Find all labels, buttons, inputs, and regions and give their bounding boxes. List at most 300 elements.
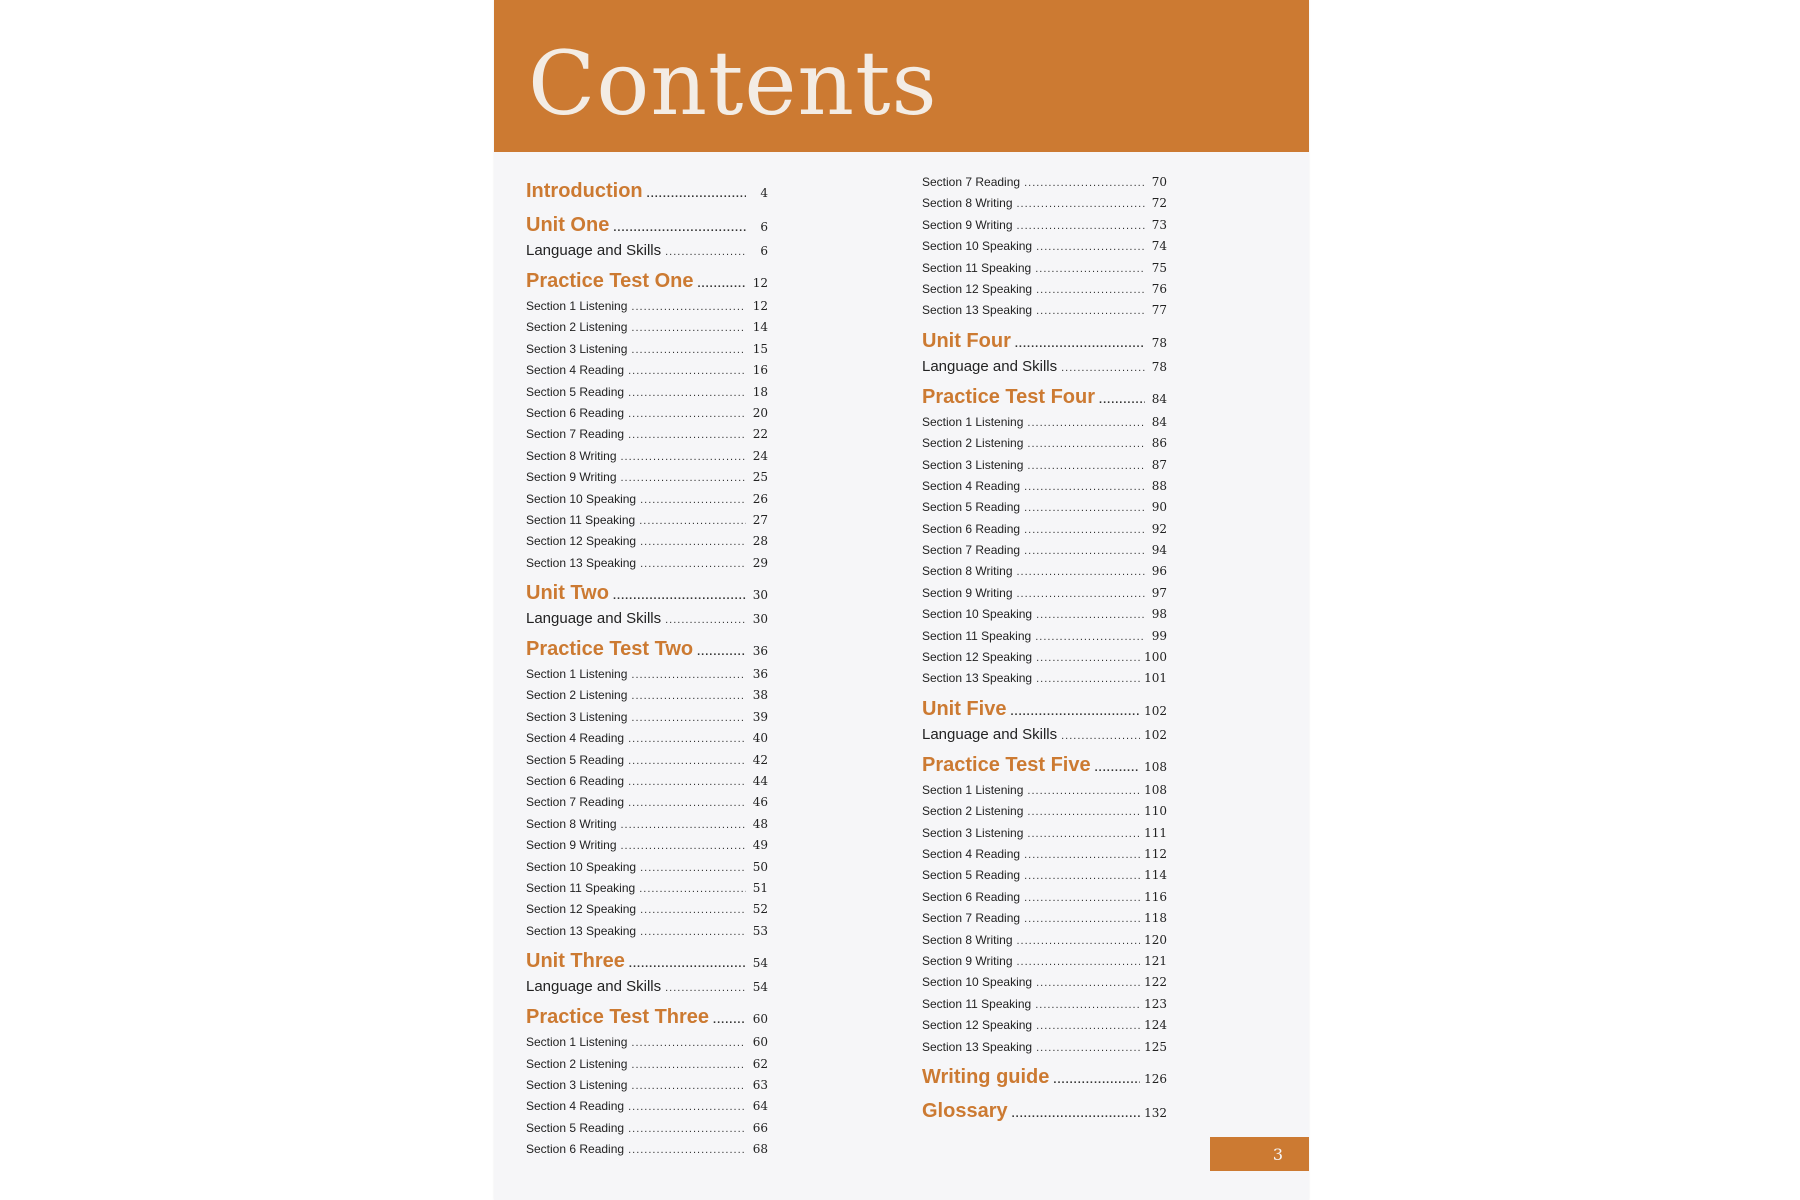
dot-leader <box>1099 385 1145 415</box>
toc-entry-page: 49 <box>752 838 768 853</box>
toc-entry-label: Section 9 Writing <box>526 838 617 853</box>
dot-leader <box>1061 357 1145 379</box>
toc-entry-label: Section 9 Writing <box>922 585 1013 600</box>
toc-entry-section-3-listening <box>922 455 1167 476</box>
dot-leader <box>1053 1065 1140 1095</box>
toc-entry-label: Unit Two <box>526 582 609 605</box>
toc-entry-page: 18 <box>752 384 768 399</box>
toc-entry-section-3-listening <box>526 339 768 360</box>
toc-entry-label: Section 7 Reading <box>922 543 1021 558</box>
toc-entry-section-5-reading <box>922 865 1167 886</box>
toc-entry-section-4-reading <box>922 844 1167 865</box>
toc-entry-introduction <box>526 176 768 206</box>
toc-entry-page: 62 <box>752 1056 768 1071</box>
toc-entry-section-11-speaking <box>922 994 1167 1015</box>
toc-entry-unit-five <box>922 694 1167 724</box>
toc-left-column <box>526 172 768 1161</box>
dot-leader <box>628 751 746 772</box>
toc-entry-label: Practice Test Three <box>526 1006 710 1029</box>
toc-entry-page: 30 <box>752 588 768 603</box>
toc-entry-unit-one <box>526 210 768 240</box>
toc-entry-page: 42 <box>752 752 768 767</box>
dot-leader <box>631 1055 746 1076</box>
toc-entry-label: Section 11 Speaking <box>922 996 1032 1011</box>
toc-entry-page: 100 <box>1144 650 1167 665</box>
toc-entry-section-1-listening <box>922 780 1167 801</box>
toc-entry-label: Section 3 Listening <box>526 341 628 356</box>
toc-entry-section-10-speaking <box>922 972 1167 993</box>
toc-entry-page: 87 <box>1151 457 1167 472</box>
toc-entry-writing-guide <box>922 1062 1167 1092</box>
toc-entry-section-8-writing <box>526 446 768 467</box>
toc-entry-page: 90 <box>1151 500 1167 515</box>
toc-entry-section-4-reading <box>526 728 768 749</box>
toc-entry-page: 70 <box>1151 175 1167 189</box>
toc-entry-label: Section 9 Writing <box>922 953 1013 968</box>
toc-entry-page: 75 <box>1151 260 1167 275</box>
toc-entry-page: 27 <box>752 512 768 527</box>
dot-leader <box>628 1119 746 1140</box>
toc-entry-page: 110 <box>1144 804 1167 819</box>
toc-entry-page: 108 <box>1144 759 1167 774</box>
toc-entry-section-7-reading <box>922 540 1167 561</box>
dot-leader <box>1036 1038 1140 1059</box>
toc-entry-label: Section 13 Speaking <box>526 923 637 938</box>
dot-leader <box>1036 648 1140 669</box>
dot-leader <box>1061 725 1140 747</box>
toc-entry-label: Section 6 Reading <box>526 405 625 420</box>
toc-entry-section-9-writing <box>526 467 768 488</box>
toc-entry-label: Section 8 Writing <box>922 196 1013 211</box>
toc-entry-section-7-reading <box>526 792 768 813</box>
dot-leader <box>640 490 746 511</box>
toc-entry-label: Section 4 Reading <box>526 731 625 746</box>
toc-entry-section-2-listening <box>526 1054 768 1075</box>
toc-entry-label: Section 11 Speaking <box>526 880 636 895</box>
toc-entry-page: 78 <box>1151 335 1167 350</box>
toc-entry-language-and-skills <box>526 608 768 630</box>
toc-entry-label: Section 13 Speaking <box>922 303 1033 318</box>
toc-entry-label: Section 4 Reading <box>922 478 1021 493</box>
toc-entry-page: 96 <box>1151 564 1167 579</box>
toc-entry-page: 63 <box>752 1077 768 1092</box>
toc-entry-page: 36 <box>752 667 768 682</box>
dot-leader <box>1024 845 1140 866</box>
toc-entry-section-8-writing <box>922 930 1167 951</box>
toc-entry-page: 12 <box>752 299 768 313</box>
toc-entry-section-5-reading <box>922 497 1167 518</box>
toc-entry-page: 121 <box>1144 953 1167 968</box>
toc-entry-label: Section 8 Writing <box>922 564 1013 579</box>
dot-leader <box>1024 498 1145 519</box>
toc-entry-page: 60 <box>752 1035 768 1050</box>
toc-entry-page: 84 <box>1151 391 1167 406</box>
toc-entry-practice-test-five <box>922 750 1167 780</box>
dot-leader <box>1027 824 1140 845</box>
dot-leader <box>713 1005 746 1035</box>
toc-entry-section-5-reading <box>526 750 768 771</box>
toc-entry-language-and-skills <box>526 240 768 262</box>
toc-entry-page: 4 <box>760 186 768 200</box>
toc-entry-page: 111 <box>1144 825 1167 840</box>
toc-entry-page: 120 <box>1144 932 1167 947</box>
toc-entry-page: 52 <box>752 902 768 917</box>
toc-entry-label: Practice Test Four <box>922 385 1096 408</box>
toc-entry-label: Section 1 Listening <box>526 299 628 313</box>
dot-leader <box>1024 866 1140 887</box>
toc-entry-label: Section 6 Reading <box>922 889 1021 904</box>
dot-leader <box>1036 669 1140 690</box>
dot-leader <box>1036 237 1145 258</box>
toc-entry-label: Practice Test One <box>526 270 694 292</box>
toc-entry-section-9-writing <box>922 583 1167 604</box>
toc-entry-label: Introduction <box>526 180 643 202</box>
dot-leader <box>665 241 746 263</box>
toc-entry-label: Section 11 Speaking <box>922 628 1032 643</box>
dot-leader <box>1024 520 1145 541</box>
toc-entry-label: Section 13 Speaking <box>922 1039 1033 1054</box>
dot-leader <box>621 468 747 489</box>
toc-entry-page: 112 <box>1144 846 1167 861</box>
toc-entry-section-10-speaking <box>526 489 768 510</box>
toc-entry-label: Section 13 Speaking <box>526 555 637 570</box>
toc-entry-label: Section 10 Speaking <box>526 859 637 874</box>
toc-entry-label: Section 5 Reading <box>526 384 625 399</box>
toc-entry-page: 26 <box>752 491 768 506</box>
dot-leader <box>628 361 746 382</box>
toc-entry-section-11-speaking <box>922 258 1167 279</box>
toc-entry-page: 39 <box>752 709 768 724</box>
dot-leader <box>1012 1099 1140 1129</box>
dot-leader <box>621 836 747 857</box>
dot-leader <box>665 977 746 999</box>
toc-entry-label: Section 10 Speaking <box>922 239 1033 254</box>
toc-entry-label: Section 4 Reading <box>922 846 1021 861</box>
toc-entry-section-6-reading <box>922 519 1167 540</box>
toc-entry-page: 99 <box>1151 628 1167 643</box>
toc-entry-language-and-skills <box>526 976 768 998</box>
toc-entry-section-3-listening <box>922 823 1167 844</box>
dot-leader <box>1036 605 1145 626</box>
toc-entry-section-12-speaking <box>922 279 1167 300</box>
toc-entry-page: 66 <box>752 1120 768 1135</box>
toc-entry-section-1-listening <box>526 1032 768 1053</box>
toc-entry-label: Section 1 Listening <box>922 414 1024 429</box>
dot-leader <box>1095 753 1140 783</box>
toc-entry-label: Section 5 Reading <box>922 868 1021 883</box>
toc-entry-section-7-reading <box>922 908 1167 929</box>
toc-entry-page: 28 <box>752 534 768 549</box>
toc-entry-page: 40 <box>752 731 768 746</box>
toc-entry-label: Section 8 Writing <box>526 448 617 463</box>
toc-entry-page: 64 <box>752 1099 768 1114</box>
dot-leader <box>631 340 746 361</box>
dot-leader <box>697 269 746 299</box>
toc-entry-label: Section 2 Listening <box>526 320 628 335</box>
toc-entry-page: 12 <box>752 276 768 290</box>
toc-entry-section-12-speaking <box>922 1015 1167 1036</box>
dot-leader <box>631 686 746 707</box>
dot-leader <box>1017 194 1146 215</box>
toc-entry-page: 76 <box>1151 281 1167 296</box>
dot-leader <box>647 179 746 209</box>
dot-leader <box>1024 888 1140 909</box>
dot-leader <box>628 793 746 814</box>
toc-entry-page: 14 <box>752 320 768 335</box>
toc-entry-section-13-speaking <box>922 1037 1167 1058</box>
toc-entry-page: 125 <box>1144 1039 1167 1054</box>
toc-entry-label: Section 3 Listening <box>922 825 1024 840</box>
toc-entry-section-6-reading <box>526 771 768 792</box>
dot-leader <box>1010 697 1140 727</box>
toc-entry-page: 25 <box>752 470 768 485</box>
toc-entry-unit-four <box>922 326 1167 356</box>
toc-right-column <box>922 172 1167 1126</box>
toc-entry-label: Section 7 Reading <box>922 911 1021 926</box>
toc-entry-page: 68 <box>752 1142 768 1157</box>
toc-entry-page: 74 <box>1151 239 1167 254</box>
toc-entry-practice-test-three <box>526 1002 768 1032</box>
toc-entry-label: Section 9 Writing <box>922 217 1013 232</box>
dot-leader <box>631 665 746 686</box>
toc-entry-section-5-reading <box>526 1118 768 1139</box>
dot-leader <box>639 511 746 532</box>
toc-entry-label: Section 3 Listening <box>526 1077 628 1092</box>
toc-entry-label: Language and Skills <box>526 978 662 996</box>
toc-entry-page: 73 <box>1151 217 1167 232</box>
toc-entry-label: Unit Five <box>922 697 1007 720</box>
toc-entry-section-2-listening <box>922 801 1167 822</box>
toc-entry-page: 102 <box>1144 703 1167 718</box>
toc-entry-page: 72 <box>1151 196 1167 211</box>
toc-entry-practice-test-two <box>526 634 768 664</box>
toc-entry-label: Section 10 Speaking <box>526 491 637 506</box>
toc-entry-unit-two <box>526 578 768 608</box>
toc-entry-section-11-speaking <box>922 626 1167 647</box>
dot-leader <box>628 425 746 446</box>
toc-entry-page: 132 <box>1144 1105 1167 1120</box>
toc-entry-page: 126 <box>1144 1071 1167 1086</box>
toc-entry-page: 29 <box>752 555 768 570</box>
toc-entry-section-9-writing <box>922 215 1167 236</box>
dot-leader <box>1017 584 1146 605</box>
dot-leader <box>621 447 747 468</box>
dot-leader <box>631 1076 746 1097</box>
toc-entry-page: 108 <box>1144 782 1167 797</box>
toc-entry-page: 94 <box>1151 543 1167 558</box>
toc-entry-label: Section 11 Speaking <box>922 260 1032 275</box>
toc-entry-label: Section 12 Speaking <box>922 650 1033 665</box>
toc-entry-page: 78 <box>1151 359 1167 374</box>
toc-entry-page: 54 <box>752 956 768 971</box>
dot-leader <box>1035 259 1145 280</box>
toc-entry-section-13-speaking <box>526 553 768 574</box>
toc-entry-page: 53 <box>752 923 768 938</box>
dot-leader <box>1017 216 1146 237</box>
toc-entry-label: Section 9 Writing <box>526 470 617 485</box>
toc-entry-section-4-reading <box>526 360 768 381</box>
toc-entry-label: Language and Skills <box>526 610 662 628</box>
toc-entry-page: 88 <box>1151 478 1167 493</box>
toc-entry-label: Section 2 Listening <box>526 688 628 703</box>
toc-entry-page: 86 <box>1151 436 1167 451</box>
toc-entry-section-11-speaking <box>526 510 768 531</box>
toc-entry-practice-test-one <box>526 266 768 296</box>
toc-entry-section-6-reading <box>922 887 1167 908</box>
toc-entry-label: Section 12 Speaking <box>526 902 637 917</box>
toc-entry-section-6-reading <box>526 1139 768 1160</box>
toc-entry-section-8-writing <box>526 814 768 835</box>
toc-entry-section-12-speaking <box>526 899 768 920</box>
toc-entry-page: 50 <box>752 859 768 874</box>
toc-entry-page: 30 <box>752 612 768 627</box>
dot-leader <box>1015 329 1145 359</box>
toc-entry-label: Section 1 Listening <box>922 782 1024 797</box>
toc-entry-label: Section 8 Writing <box>922 932 1013 947</box>
toc-entry-page: 16 <box>752 363 768 378</box>
dot-leader <box>628 729 746 750</box>
dot-leader <box>1017 562 1146 583</box>
dot-leader <box>1036 280 1145 301</box>
toc-entry-section-1-listening <box>526 664 768 685</box>
toc-entry-page: 114 <box>1144 868 1167 883</box>
toc-entry-page: 77 <box>1151 303 1167 318</box>
toc-entry-section-10-speaking <box>526 857 768 878</box>
dot-leader <box>628 772 746 793</box>
dot-leader <box>613 581 746 611</box>
toc-entry-section-9-writing <box>922 951 1167 972</box>
toc-entry-section-8-writing <box>922 561 1167 582</box>
dot-leader <box>628 383 746 404</box>
toc-entry-language-and-skills <box>922 724 1167 746</box>
toc-entry-label: Language and Skills <box>922 725 1058 743</box>
dot-leader <box>1024 477 1145 498</box>
toc-entry-page: 22 <box>752 427 768 442</box>
toc-entry-label: Section 2 Listening <box>922 804 1024 819</box>
dot-leader <box>1024 541 1145 562</box>
dot-leader <box>640 900 746 921</box>
toc-entry-page: 123 <box>1144 996 1167 1011</box>
toc-entry-label: Section 12 Speaking <box>922 281 1033 296</box>
toc-entry-page: 101 <box>1144 671 1167 686</box>
book-page <box>494 0 1309 1200</box>
toc-entry-page: 15 <box>752 341 768 356</box>
toc-entry-label: Section 1 Listening <box>526 667 628 682</box>
toc-entry-label: Section 12 Speaking <box>526 534 637 549</box>
toc-entry-label: Section 6 Reading <box>526 774 625 789</box>
toc-entry-page: 124 <box>1144 1018 1167 1033</box>
dot-leader <box>631 708 746 729</box>
dot-leader <box>631 297 746 318</box>
dot-leader <box>1024 909 1140 930</box>
toc-entry-page: 6 <box>760 220 768 234</box>
dot-leader <box>1035 995 1140 1016</box>
toc-entry-label: Section 10 Speaking <box>922 607 1033 622</box>
toc-entry-label: Section 7 Reading <box>922 175 1021 189</box>
toc-entry-section-11-speaking <box>526 878 768 899</box>
dot-leader <box>1027 413 1145 434</box>
toc-entry-section-10-speaking <box>922 604 1167 625</box>
toc-entry-label: Section 7 Reading <box>526 427 625 442</box>
toc-entry-label: Section 2 Listening <box>526 1056 628 1071</box>
toc-entry-label: Section 5 Reading <box>526 1120 625 1135</box>
dot-leader <box>621 815 747 836</box>
toc-entry-page: 102 <box>1144 727 1167 742</box>
toc-entry-label: Language and Skills <box>526 242 662 259</box>
toc-entry-label: Section 10 Speaking <box>922 975 1033 990</box>
toc-entry-section-2-listening <box>526 685 768 706</box>
toc-entry-section-13-speaking <box>922 300 1167 321</box>
toc-entry-label: Language and Skills <box>922 357 1058 375</box>
dot-leader <box>640 554 746 575</box>
dot-leader <box>631 1033 746 1054</box>
toc-entry-label: Section 11 Speaking <box>526 512 636 527</box>
toc-entry-language-and-skills <box>922 356 1167 378</box>
toc-entry-page: 36 <box>752 644 768 659</box>
toc-entry-page: 60 <box>752 1012 768 1027</box>
toc-entry-page: 44 <box>752 774 768 789</box>
toc-entry-page: 84 <box>1151 414 1167 429</box>
dot-leader <box>1036 973 1140 994</box>
toc-entry-section-7-reading <box>526 424 768 445</box>
toc-entry-section-1-listening <box>922 412 1167 433</box>
toc-entry-page: 51 <box>752 880 768 895</box>
toc-entry-section-13-speaking <box>922 668 1167 689</box>
toc-entry-label: Section 5 Reading <box>526 752 625 767</box>
dot-leader <box>1027 781 1140 802</box>
toc-entry-page: 38 <box>752 688 768 703</box>
toc-entry-label: Section 6 Reading <box>922 521 1021 536</box>
toc-entry-label: Glossary <box>922 1099 1008 1122</box>
toc-entry-section-3-listening <box>526 707 768 728</box>
toc-entry-section-4-reading <box>526 1096 768 1117</box>
toc-entry-section-10-speaking <box>922 236 1167 257</box>
dot-leader <box>629 949 746 979</box>
toc-entry-section-2-listening <box>922 433 1167 454</box>
dot-leader <box>1017 931 1141 952</box>
dot-leader <box>628 1097 746 1118</box>
toc-entry-section-4-reading <box>922 476 1167 497</box>
dot-leader <box>639 879 746 900</box>
dot-leader <box>665 609 746 631</box>
toc-entry-label: Unit Three <box>526 950 625 973</box>
toc-entry-label: Section 13 Speaking <box>922 671 1033 686</box>
toc-entry-label: Section 6 Reading <box>526 1142 625 1157</box>
dot-leader <box>613 213 746 243</box>
toc-entry-unit-three <box>526 946 768 976</box>
toc-entry-label: Section 1 Listening <box>526 1035 628 1050</box>
toc-entry-label: Unit Four <box>922 329 1011 352</box>
toc-entry-section-8-writing <box>922 193 1167 214</box>
toc-entry-label: Section 7 Reading <box>526 795 625 810</box>
toc-entry-page: 6 <box>760 244 768 258</box>
dot-leader <box>1024 173 1145 194</box>
page-number: 3 <box>1210 1137 1309 1171</box>
dot-leader <box>631 318 746 339</box>
toc-entry-section-12-speaking <box>922 647 1167 668</box>
toc-entry-section-2-listening <box>526 317 768 338</box>
toc-entry-page: 92 <box>1151 521 1167 536</box>
toc-entry-section-1-listening <box>526 296 768 317</box>
page-title: Contents <box>528 32 938 135</box>
dot-leader <box>628 404 746 425</box>
dot-leader <box>628 1140 746 1161</box>
dot-leader <box>640 922 746 943</box>
toc-entry-section-5-reading <box>526 382 768 403</box>
dot-leader <box>1036 1016 1140 1037</box>
toc-entry-page: 97 <box>1151 585 1167 600</box>
toc-entry-practice-test-four <box>922 382 1167 412</box>
